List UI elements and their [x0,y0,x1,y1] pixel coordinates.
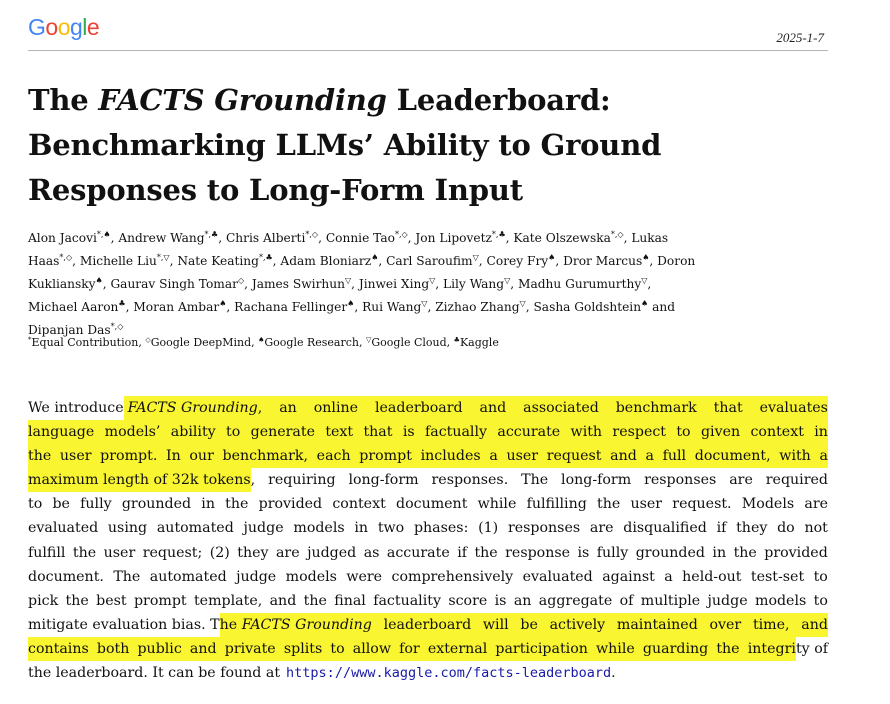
affiliation-mark: ▽ [641,276,648,285]
title-line-2: Benchmarking LLMs’ Ability to Ground [28,128,662,162]
affiliation-mark: ◇ [237,276,245,285]
affiliation-mark: ♠ [642,253,650,262]
author-name: Rui Wang [362,300,422,314]
author-name: Michelle Liu [79,254,157,268]
affiliation-mark: ♠ [347,299,355,308]
author-name: Kate Olszewska [513,231,611,245]
author-line: Haas*,◇, Michelle Liu*,▽, Nate Keating*,♣, Adam Bloniarz♠, Carl Saroufim▽, Corey Fry♠, Dror Marcus♠, Doron [28,253,696,268]
author-name: Dror Marcus [563,254,643,268]
author-name: Alon Jacovi [28,231,97,245]
affiliation-mark: ▽ [429,276,436,285]
author-name: Rachana Fellinger [234,300,348,314]
author-list [28,227,808,342]
logo-letter: e [86,14,100,40]
author-name: Gaurav Singh Tomar [110,277,238,291]
affiliation-name: Google Research, [264,336,366,349]
abstract-text: , requiring long-form responses. The long-form responses are required [250,472,828,489]
highlight: he FACTS Grounding leaderboard will be actively maintained over time, and [220,613,828,637]
author-name: Dipanjan Das [28,323,111,337]
author-name: Doron [657,254,696,268]
highlight: maximum length of 32k tokens [28,468,251,492]
affiliation-mark: ♠ [548,253,556,262]
author-name: Jon Lipovetz [415,231,492,245]
abstract [28,396,828,685]
affiliation-mark: ♣ [118,299,126,308]
affiliation-mark: *,♠ [96,230,111,239]
abstract-line: contains both public and private splits to allow for external participation while guarding the integri ty of [28,637,828,661]
abstract-line: the user prompt. In our benchmark, each prompt includes a user request and a full document, with a [28,444,828,468]
author-line: Alon Jacovi*,♠, Andrew Wang*,♣, Chris Alberti*,◇, Connie Tao*,◇, Jon Lipovetz*,♣, Kate Olszewska*,◇, Lukas [28,230,669,245]
and-word: and [648,300,676,314]
abstract-line: pick the best prompt template, and the final factuality score is an aggregate of multiple judge models to [28,592,828,609]
logo-letter: l [82,14,87,40]
abstract-line: evaluated using automated judge models in two phases: (1) responses are disqualified if they do not [28,520,828,537]
affiliation-mark: *,◇ [305,230,319,239]
author-name: Carl Saroufim [386,254,473,268]
google-logo [28,14,99,41]
abstract-line: document. The automated judge models were comprehensively evaluated against a held-out test-set to [28,568,828,585]
header-rule [28,50,828,51]
author-name: Zizhao Zhang [435,300,520,314]
highlight: FACTS Grounding , an online leaderboard and associated benchmark that evaluates [124,396,828,420]
affiliation-name: Google Cloud, [371,336,454,349]
affiliation-mark: ♠ [95,276,103,285]
abstract-line: We introduce FACTS Grounding , an online leaderboard and associated benchmark that evaluates [28,396,828,420]
author-name: Sasha Goldshtein [533,300,642,314]
affiliation-mark: ▽ [344,276,352,285]
author-name: Adam Bloniarz [280,254,372,268]
author-name: James Swirhun [251,277,345,291]
author-name: Kukliansky [28,277,96,291]
affiliation-name: Equal Contribution, [31,336,146,349]
affiliation-mark: ♠ [371,253,379,262]
affiliation-name: Kaggle [459,336,499,349]
author-name: Michael Aaron [28,300,119,314]
affiliation-mark: *,▽ [156,253,170,262]
author-name: Moran Ambar [133,300,220,314]
paper-title [28,78,828,213]
logo-letter: o [57,14,70,40]
affiliation-mark: ▽ [472,253,479,262]
affiliation-mark: *,◇ [610,230,624,239]
author-name: Lukas [631,231,669,245]
logo-letter: g [69,14,83,40]
author-name: Andrew Wang [118,231,205,245]
affiliation-mark: *,◇ [394,230,408,239]
abstract-line: mitigate evaluation bias. T he FACTS Grounding leaderboard will be actively maintained over time, and [28,613,828,637]
logo-letter: o [45,14,58,40]
author-name: Haas [28,254,60,268]
abstract-line: fulfill the user request; (2) they are judged as accurate if the response is fully grounded in the provided [28,544,828,561]
author-line: Kukliansky♠, Gaurav Singh Tomar◇, James Swirhun▽, Jinwei Xing▽, Lily Wang▽, Madhu Gurumurthy▽, [28,276,652,291]
affiliation-mark: *,♣ [258,253,273,262]
affiliation-mark: *,◇ [110,322,124,331]
author-name: Connie Tao [325,231,395,245]
affiliation-mark: *,◇ [59,253,73,262]
author-name: Nate Keating [177,254,259,268]
abstract-line: to be fully grounded in the provided context document while fulfilling the user request. Models are [28,496,828,513]
affiliation-mark: ♣ [453,336,460,344]
highlight: contains both public and private splits to allow for external participation while guarding the integri [28,637,796,661]
abstract-line: the leaderboard. It can be found at https://www.kaggle.com/facts-leaderboard . [28,661,828,685]
leaderboard-link[interactable]: https://www.kaggle.com/facts-leaderboard [286,665,612,682]
affiliation-mark: ▽ [421,299,428,308]
affiliation-mark: * [28,336,32,344]
abstract-line [28,468,828,492]
author-name: Corey Fry [486,254,549,268]
affiliation-mark: *,♣ [204,230,219,239]
author-name: Jinwei Xing [358,277,430,291]
author-name: Chris Alberti [225,231,306,245]
logo-letter: G [28,14,46,40]
author-line: Michael Aaron♣, Moran Ambar♠, Rachana Fellinger♠, Rui Wang▽, Zizhao Zhang▽, Sasha Goldshtein♠ and [28,299,676,314]
paper-date: 2025-1-7 [776,30,824,45]
title-line-1: The FACTS Grounding Leaderboard: [28,83,611,117]
affiliation-mark: ♠ [219,299,227,308]
affiliation-footnote [28,336,499,349]
affiliation-mark: ♠ [641,299,649,308]
affiliation-mark: *,♣ [491,230,506,239]
affiliation-mark: ▽ [519,299,526,308]
affiliation-mark: ▽ [504,276,511,285]
author-name: Lily Wang [443,277,505,291]
affiliation-mark: ▽ [366,336,372,344]
affiliation-mark: ♠ [258,336,265,344]
abstract-line: language models’ ability to generate text that is factually accurate with respect to given context in [28,420,828,444]
title-line-3: Responses to Long-Form Input [28,173,523,207]
affiliation-mark: ◇ [145,336,151,344]
author-name: Madhu Gurumurthy [518,277,642,291]
affiliation-name: Google DeepMind, [150,336,259,349]
